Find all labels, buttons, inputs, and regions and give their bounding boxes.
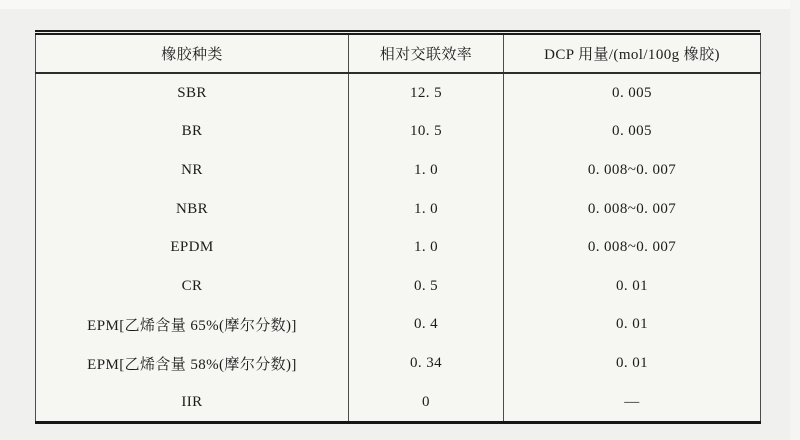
cell-relative-efficiency: 0. 5 [349, 267, 504, 306]
cell-relative-efficiency: 0. 34 [349, 344, 504, 383]
table-row [36, 151, 761, 190]
cell-relative-efficiency: 1. 0 [349, 151, 504, 190]
table-row [36, 267, 761, 306]
cell-dcp-dosage: — [504, 383, 761, 423]
cell-dcp-dosage: 0. 01 [504, 267, 761, 306]
cell-rubber-type: EPM[乙烯含量 58%(摩尔分数)] [87, 356, 297, 373]
table-row [36, 306, 761, 345]
col-header-relative-efficiency: 相对交联效率 [349, 34, 504, 73]
data-table [35, 33, 761, 424]
cell-relative-efficiency: 12. 5 [349, 73, 504, 113]
cell-relative-efficiency: 1. 0 [349, 228, 504, 267]
table-row [36, 73, 761, 113]
cell-dcp-dosage: 0. 01 [504, 344, 761, 383]
header-row [36, 34, 761, 73]
cell-relative-efficiency: 0 [349, 383, 504, 423]
table-row [36, 383, 761, 423]
cell-dcp-dosage: 0. 008~0. 007 [504, 228, 761, 267]
cell-relative-efficiency: 1. 0 [349, 190, 504, 229]
table-body [36, 73, 761, 423]
cell-rubber-type: IIR [181, 393, 203, 410]
cell-rubber-type: SBR [177, 84, 207, 101]
cell-dcp-dosage: 0. 005 [504, 73, 761, 113]
table-row [36, 344, 761, 383]
scan-top-margin [0, 0, 800, 9]
rubber-crosslink-table [35, 30, 760, 424]
col-header-rubber-type: 橡胶种类 [36, 34, 349, 73]
cell-rubber-type: NBR [175, 200, 209, 217]
table-row [36, 190, 761, 229]
cell-relative-efficiency: 10. 5 [349, 113, 504, 152]
cell-rubber-type: EPDM [170, 239, 214, 256]
cell-rubber-type: EPM[乙烯含量 65%(摩尔分数)] [87, 318, 297, 335]
scan-right-margin [790, 0, 800, 440]
table-row [36, 113, 761, 152]
table-header [36, 34, 761, 73]
cell-dcp-dosage: 0. 008~0. 007 [504, 190, 761, 229]
cell-rubber-type: BR [181, 123, 203, 140]
cell-relative-efficiency: 0. 4 [349, 306, 504, 345]
cell-rubber-type: CR [181, 277, 203, 294]
cell-rubber-type: NR [181, 161, 203, 178]
cell-dcp-dosage: 0. 01 [504, 306, 761, 345]
table-row [36, 228, 761, 267]
col-header-dcp-dosage: DCP 用量/(mol/100g 橡胶) [504, 34, 761, 73]
cell-dcp-dosage: 0. 008~0. 007 [504, 151, 761, 190]
cell-dcp-dosage: 0. 005 [504, 113, 761, 152]
